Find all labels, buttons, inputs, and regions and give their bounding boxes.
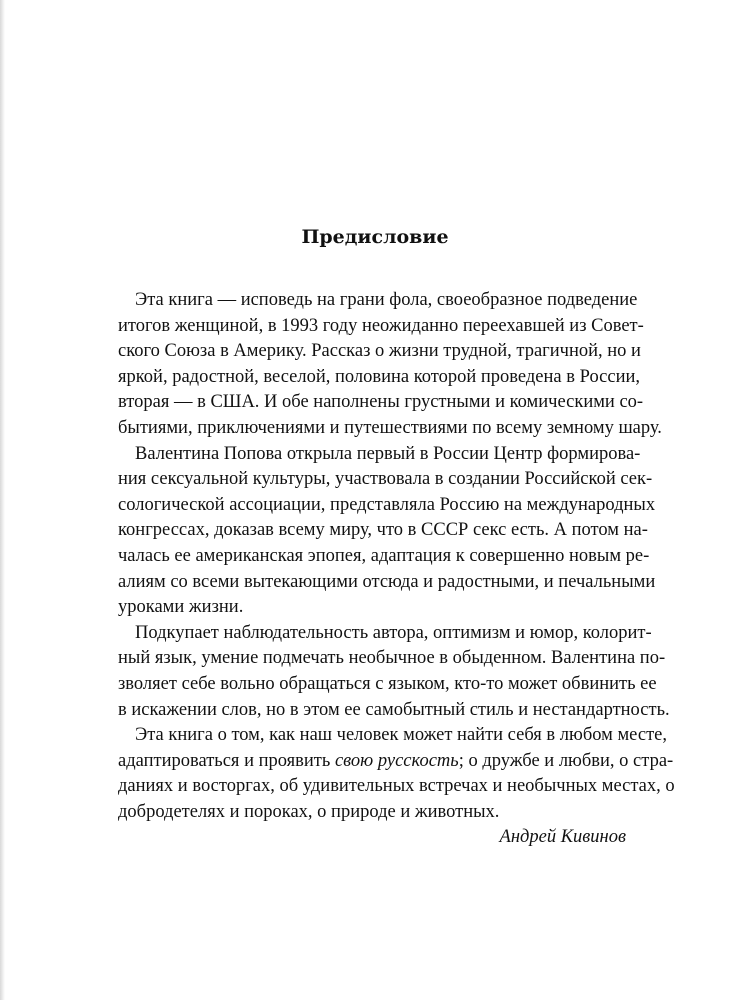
paragraph-1-line-1: Эта книга — исповедь на грани фола, своеобразное подведение bbox=[135, 290, 638, 310]
paragraph-1-line-6: бытиями, приключениями и путешествиями по всему земному шару. bbox=[118, 417, 662, 438]
paragraph-4-line-2-end: ; о дружбе и любви, о стра- bbox=[458, 750, 674, 771]
paragraph-3-line-4: в искажении слов, но в этом ее самобытный стиль и нестандартность. bbox=[118, 699, 670, 720]
paragraph-4-line-3: даниях и восторгах, об удивительных встречах и необычных местах, о bbox=[118, 776, 675, 797]
paragraph-1-line-3: ского Союза в Америку. Рассказ о жизни трудной, трагичной, но и bbox=[118, 341, 641, 362]
paragraph-2-line-7: уроками жизни. bbox=[118, 597, 244, 618]
paragraph-1-line-2: итогов женщиной, в 1993 году неожиданно переехавшей из Совет- bbox=[118, 315, 644, 336]
paragraph-4-line-2 bbox=[118, 749, 674, 775]
preface-body bbox=[118, 288, 675, 851]
paragraph-3-line-3: зволяет себе вольно обращаться с языком, кто-то может обвинить ее bbox=[118, 673, 657, 694]
paragraph-3-line-1: Подкупает наблюдательность автора, оптимизм и юмор, колорит- bbox=[135, 622, 652, 643]
paragraph-4-line-4: добродетелях и пороках, о природе и животных. bbox=[118, 801, 500, 822]
paragraph-4-emphasis: свою русскость bbox=[334, 750, 459, 771]
paragraph-3-line-2: ный язык, умение подмечать необычное в обыденном. Валентина по- bbox=[118, 648, 666, 669]
paragraph-4-line-2-start: адаптироваться и проявить bbox=[118, 750, 335, 771]
page-edge-shadow bbox=[0, 0, 5, 1000]
paragraph-1-line-5: вторая — в США. И обе наполнены грустными и комическими со- bbox=[118, 392, 644, 413]
paragraph-4-line-1: Эта книга о том, как наш человек может найти себя в любом месте, bbox=[135, 725, 667, 746]
author-signature: Андрей Кивинов bbox=[499, 827, 626, 848]
paragraph-2-line-5: чалась ее американская эпопея, адаптация к совершенно новым ре- bbox=[118, 545, 650, 566]
paragraph-2-line-3: сологической ассоциации, представляла Россию на международных bbox=[118, 494, 656, 515]
page-title: Предисловие bbox=[301, 226, 449, 248]
paragraph-2-line-1: Валентина Попова открыла первый в России Центр формирова- bbox=[135, 443, 641, 464]
paragraph-2-line-6: алиям со всеми вытекающими отсюда и радостными, и печальными bbox=[118, 571, 656, 592]
paragraph-2-line-2: ния сексуальной культуры, участвовала в создании Российской сек- bbox=[118, 469, 653, 490]
paragraph-1-line-4: яркой, радостной, веселой, половина которой проведена в России, bbox=[118, 366, 641, 387]
paragraph-2-line-4: конгрессах, доказав всему миру, что в СССР секс есть. А потом на- bbox=[118, 520, 648, 541]
